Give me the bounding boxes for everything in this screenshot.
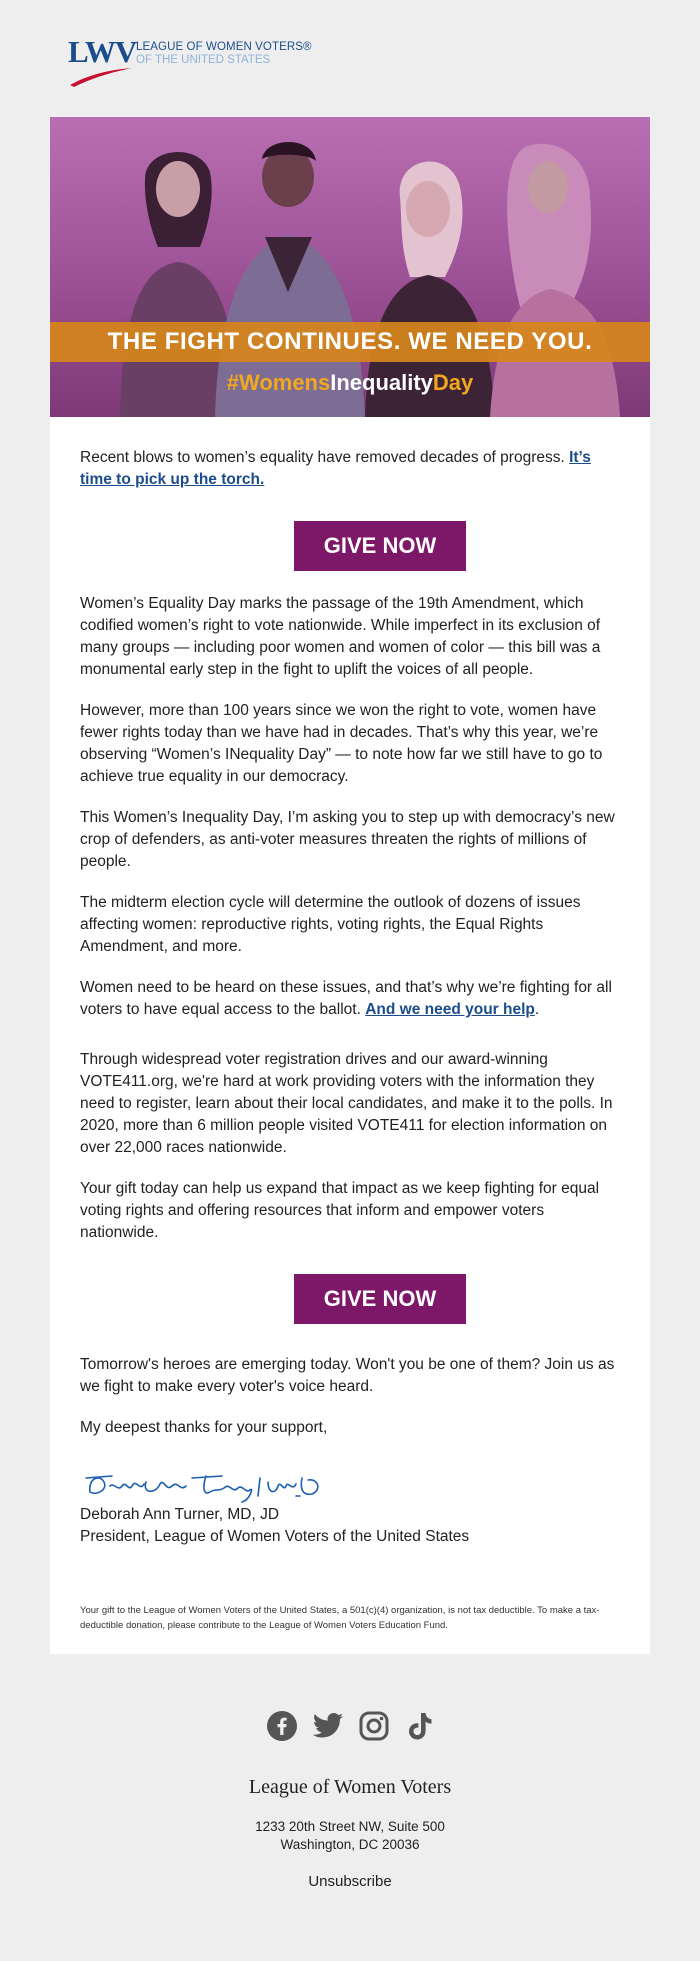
paragraph-heroes: Tomorrow's heroes are emerging today. Won't you be one of them? Join us as we fight to make every voter's voice heard. xyxy=(80,1356,615,1395)
unsubscribe-link[interactable]: Unsubscribe xyxy=(308,1873,392,1890)
signature-image xyxy=(82,1464,332,1504)
hero-banner[interactable] xyxy=(50,117,650,417)
intro-link[interactable]: It’s time to pick up the torch. xyxy=(80,449,591,488)
logo-line2: OF THE UNITED STATES xyxy=(136,54,271,66)
tax-disclaimer: Your gift to the League of Women Voters of the United States, a 501(c)(4) organization, is not tax deductible. To make a tax- deductible donation, please contribute to the League of Women Voters Education Fund. xyxy=(80,1605,600,1631)
paragraph-thanks: My deepest thanks for your support, xyxy=(80,1419,328,1436)
footer-address-line2: Washington, DC 20036 xyxy=(280,1837,420,1852)
need-help-end: . xyxy=(534,1001,540,1018)
signer-name: Deborah Ann Turner, MD, JD xyxy=(80,1506,280,1523)
tiktok-icon[interactable] xyxy=(404,1710,436,1742)
signer-title: President, League of Women Voters of the United States xyxy=(80,1528,470,1545)
give-now-button-bottom[interactable]: GIVE NOW xyxy=(294,1274,466,1324)
hero-hashtag xyxy=(50,370,650,396)
logo-letters: LWV xyxy=(68,34,137,69)
hashtag-part2: Inequality xyxy=(330,370,433,395)
hashtag-part3: Day xyxy=(432,370,474,395)
logo-swoosh-icon xyxy=(68,64,134,88)
facebook-icon[interactable] xyxy=(266,1710,298,1742)
paragraph-gift-impact: Your gift today can help us expand that impact as we keep fighting for equal voting rights and offering resources that inform and empower voters nationwide. xyxy=(80,1180,600,1241)
intro-text: Recent blows to women’s equality have removed decades of progress. xyxy=(80,449,570,466)
paragraph-midterms: The midterm election cycle will determine the outlook of dozens of issues affecting women: reproductive rights, voting rights, the Equal Rights Amendment, and more. xyxy=(80,894,581,955)
footer-org-name: League of Women Voters xyxy=(248,1776,452,1798)
paragraph-need-help xyxy=(80,977,620,1021)
twitter-icon[interactable] xyxy=(312,1710,344,1742)
give-now-button-top[interactable]: GIVE NOW xyxy=(294,521,466,571)
logo-text xyxy=(136,41,312,67)
footer-address-line1: 1233 20th Street NW, Suite 500 xyxy=(255,1819,445,1834)
footer-address xyxy=(0,1818,700,1854)
logo-mark xyxy=(68,34,137,88)
paragraph-equality-day: Women’s Equality Day marks the passage of the 19th Amendment, which codified women’s right to vote nationwide. While imperfect in its exclusion of many groups — including poor women and women of color — this bill was a monumental early step in the fight to uplift the voices of all people. xyxy=(80,595,601,678)
hero-tagline: THE FIGHT CONTINUES. WE NEED YOU. xyxy=(107,328,593,355)
hero-tagline-band xyxy=(50,322,650,362)
intro-paragraph xyxy=(80,447,620,491)
paragraph-inequality-day: However, more than 100 years since we won the right to vote, women have fewer rights today than we have had in decades. That’s why this year, we’re observing “Women’s INequality Day” — to note how far we still have to go to achieve true equality in our democracy. xyxy=(80,702,603,785)
email-content-card xyxy=(50,417,650,1654)
social-links xyxy=(266,1710,436,1742)
lwv-logo[interactable] xyxy=(68,36,312,88)
logo-line1: LEAGUE OF WOMEN VOTERS® xyxy=(136,41,312,53)
need-help-text: Women need to be heard on these issues, and that’s why we’re fighting for all voters to have equal access to the ballot. xyxy=(80,979,612,1018)
paragraph-defenders: This Women’s Inequality Day, I’m asking you to step up with democracy’s new crop of defenders, as anti-voter measures threaten the rights of millions of people. xyxy=(80,809,615,870)
instagram-icon[interactable] xyxy=(358,1710,390,1742)
hashtag-part1: #Womens xyxy=(226,370,331,395)
paragraph-vote411: Through widespread voter registration drives and our award-winning VOTE411.org, we're hard at work providing voters with the information they need to register, learn about their local candidates, and make it to the polls. In 2020, more than 6 million people visited VOTE411 for election information on over 22,000 races nationwide. xyxy=(80,1051,613,1156)
need-help-link[interactable]: And we need your help xyxy=(365,1001,535,1018)
